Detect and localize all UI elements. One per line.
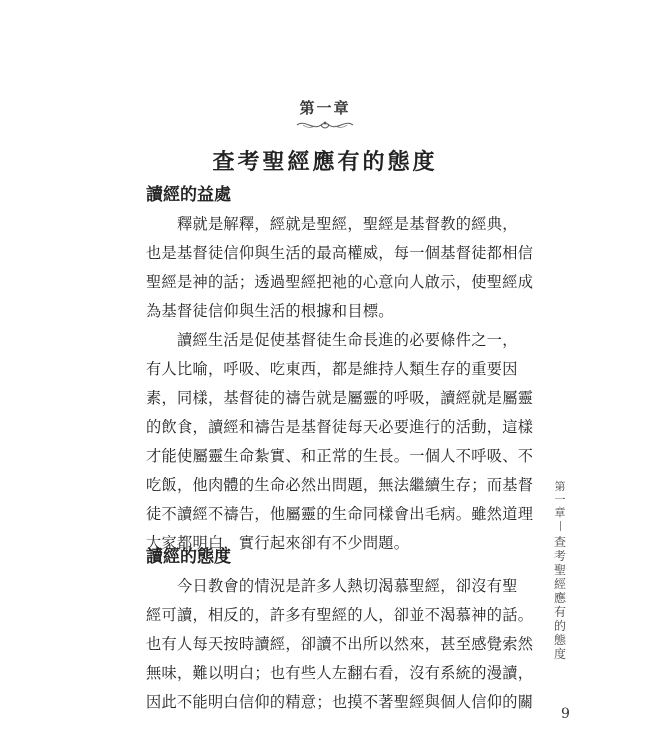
section-heading-benefits: 讀經的益處 xyxy=(146,185,231,205)
text-line: 才能使屬靈生命紮實、和正常的生長。一個人不呼吸、不 xyxy=(146,447,534,465)
text-line: 徒不讀經不禱告，他屬靈的生命同樣會出毛病。雖然道理 xyxy=(146,505,534,523)
chapter-title: 查考聖經應有的態度 xyxy=(212,149,438,175)
paragraph-benefits-1 xyxy=(146,210,534,326)
text-line: 聖經是神的話；透過聖經把祂的心意向人啟示，使聖經成 xyxy=(146,273,534,291)
text-line: 素，同樣，基督徒的禱告就是屬靈的呼吸，讀經就是屬靈 xyxy=(146,389,534,407)
side-tab-title: 查 考 聖 經 應 有 的 態 度 xyxy=(553,535,566,661)
text-line: 大家都明白，實行起來卻有不少問題。 xyxy=(146,534,410,552)
paragraph-attitude-1 xyxy=(146,572,534,717)
paragraph-benefits-2 xyxy=(146,326,534,558)
text-line: 也是基督徒信仰與生活的最高權威，每一個基督徒都相信 xyxy=(146,244,534,262)
text-line: 吃飯，他肉體的生命必然出問題，無法繼續生存；而基督 xyxy=(146,476,534,494)
chapter-label: 第一章 xyxy=(299,99,351,117)
ornament-divider xyxy=(295,118,355,132)
side-chapter-tab xyxy=(549,480,571,661)
text-line: 經可讀，相反的，許多有聖經的人，卻並不渴慕神的話。 xyxy=(146,606,534,624)
page-number: 9 xyxy=(561,706,570,722)
section-heading-attitude: 讀經的態度 xyxy=(146,547,231,567)
text-line: 的飲食，讀經和禱告是基督徒每天必要進行的活動，這樣 xyxy=(146,418,534,436)
text-line: 為基督徒信仰與生活的根據和目標。 xyxy=(146,302,394,320)
text-line: 釋就是解釋，經就是聖經，聖經是基督教的經典， xyxy=(146,215,518,233)
text-line: 也有人每天按時讀經，卻讀不出所以然來，甚至感覺索然 xyxy=(146,635,534,653)
side-tab-chapter: 第 一 章 xyxy=(554,480,566,519)
text-line: 今日教會的情況是許多人熱切渴慕聖經，卻沒有聖 xyxy=(146,577,518,595)
text-line: 無味，難以明白；也有些人左翻右看，沒有系統的漫讀， xyxy=(146,664,534,682)
side-tab-divider xyxy=(560,521,561,531)
text-line: 因此不能明白信仰的精意；也摸不著聖經與個人信仰的關 xyxy=(146,693,534,711)
text-line: 讀經生活是促使基督徒生命長進的必要條件之一， xyxy=(146,331,518,349)
text-line: 有人比喻，呼吸、吃東西，都是維持人類生存的重要因 xyxy=(146,360,518,378)
